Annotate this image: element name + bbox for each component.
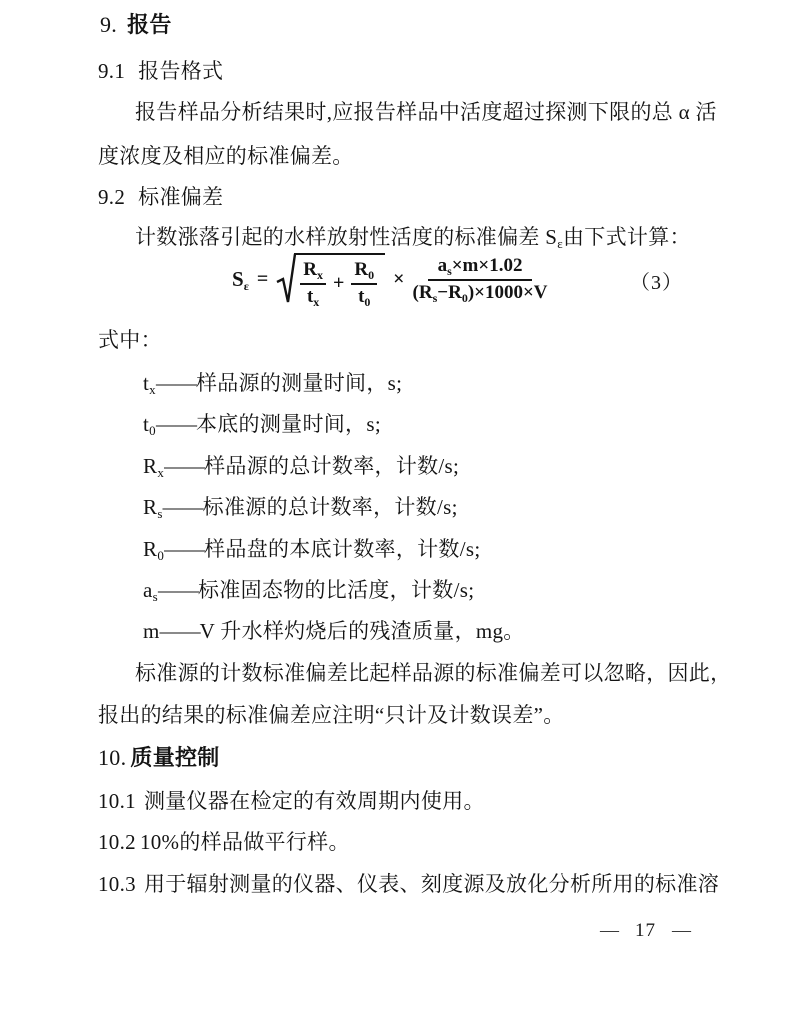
item-number: 10.2 xyxy=(98,830,136,854)
definition-symbol: $t_0$ xyxy=(143,412,156,438)
section-9-1-heading xyxy=(98,55,223,85)
formula-lhs: $S_\varepsilon$ xyxy=(232,266,249,293)
section-9-1-title: 报告格式 xyxy=(138,59,224,83)
section-10-number: 10. xyxy=(98,745,127,770)
definition-dash: —— xyxy=(157,578,198,602)
section-10-heading xyxy=(98,741,220,772)
definition-symbol: $R_x$ xyxy=(143,454,165,480)
fraction: $\frac{a_s\times m\times 1.02}{(R_s-R_0)\times 1000\times V}$ xyxy=(412,254,548,306)
paragraph-line: 标准源的计数标准偏差比起样品源的标准偏差可以忽略，因此， xyxy=(135,661,732,685)
section-10-title: 质量控制 xyxy=(130,745,220,770)
item-text: 10%的样品做平行样。 xyxy=(139,830,350,854)
radicand xyxy=(294,253,385,307)
definition-desc: 样品源的总计数率，计数/s; xyxy=(204,454,460,478)
definition-item xyxy=(143,574,474,604)
fraction: $\frac{R_x}{t_x}$ xyxy=(300,260,326,307)
formula-intro xyxy=(135,221,691,251)
item-text: 测量仪器在检定的有效周期内使用。 xyxy=(143,789,485,813)
footer-dash-left: — xyxy=(600,920,619,941)
radical-sign-icon xyxy=(276,252,296,306)
section-9-2-heading xyxy=(98,181,223,211)
equation-number: （3） xyxy=(630,272,683,294)
definition-item xyxy=(143,408,381,438)
definition-desc: 本底的测量时间，s; xyxy=(195,412,381,436)
definition-item xyxy=(143,533,480,563)
definition-desc: 标准源的总计数率，计数/s; xyxy=(202,495,458,519)
where-label: 式中： xyxy=(98,328,162,352)
definition-dash: —— xyxy=(155,371,196,395)
definition-item xyxy=(143,615,525,645)
formula-intro-text: 计数涨落引起的水样放射性活度的标准偏差 S xyxy=(135,225,558,249)
definition-dash: —— xyxy=(164,454,205,478)
list-item xyxy=(98,868,719,898)
definition-desc: 样品盘的本底计数率，计数/s; xyxy=(204,537,481,561)
definition-symbol: m xyxy=(143,619,160,643)
definition-item xyxy=(143,491,458,521)
definition-symbol: $R_0$ xyxy=(143,537,165,563)
definition-dash: —— xyxy=(162,495,203,519)
footer-page-number: 17 xyxy=(635,920,656,941)
definition-dash: —— xyxy=(155,412,196,436)
section-9-2-title: 标准偏差 xyxy=(138,185,224,209)
section-9-number: 9. xyxy=(100,12,118,37)
footer-dash-right: — xyxy=(672,920,691,941)
formula-intro-tail: 由下式计算： xyxy=(563,225,691,249)
definition-item xyxy=(143,450,459,480)
definition-desc: 样品源的测量时间，s; xyxy=(195,371,403,395)
definition-dash: —— xyxy=(159,619,200,643)
section-9-2-number: 9.2 xyxy=(98,185,126,209)
plus-sign: + xyxy=(332,271,345,294)
definition-symbol: $R_s$ xyxy=(143,495,163,521)
section-9-title: 报告 xyxy=(127,12,172,37)
formula-sqrt xyxy=(276,252,385,307)
fraction: $\frac{R_0}{t_0}$ xyxy=(351,260,377,307)
list-item xyxy=(98,826,350,856)
item-number: 10.3 xyxy=(98,872,136,896)
definition-symbol: $a_s$ xyxy=(143,578,158,604)
paragraph-line: 度浓度及相应的标准偏差。 xyxy=(98,144,354,168)
paragraph-line: 报告样品分析结果时,应报告样品中活度超过探测下限的总 α 活 xyxy=(135,100,717,124)
list-item xyxy=(98,785,485,815)
item-number: 10.1 xyxy=(98,789,136,813)
item-text: 用于辐射测量的仪器、仪表、刻度源及放化分析所用的标准溶 xyxy=(143,872,720,896)
page-number xyxy=(600,920,691,942)
definition-item xyxy=(143,367,402,397)
definition-desc: 标准固态物的比活度，计数/s; xyxy=(197,578,475,602)
paragraph-line: 报出的结果的标准偏差应注明“只计及计数误差”。 xyxy=(98,703,565,727)
times-sign: × xyxy=(393,267,405,290)
section-9-heading xyxy=(100,8,172,39)
equals-sign: = xyxy=(256,267,269,290)
formula xyxy=(232,252,548,307)
formula-intro-subscript: ε xyxy=(557,236,563,251)
section-9-1-number: 9.1 xyxy=(98,59,126,83)
definition-desc: V 升水样灼烧后的残渣质量，mg。 xyxy=(199,619,525,643)
definition-dash: —— xyxy=(164,537,205,561)
definition-symbol: $t_x$ xyxy=(143,371,156,397)
